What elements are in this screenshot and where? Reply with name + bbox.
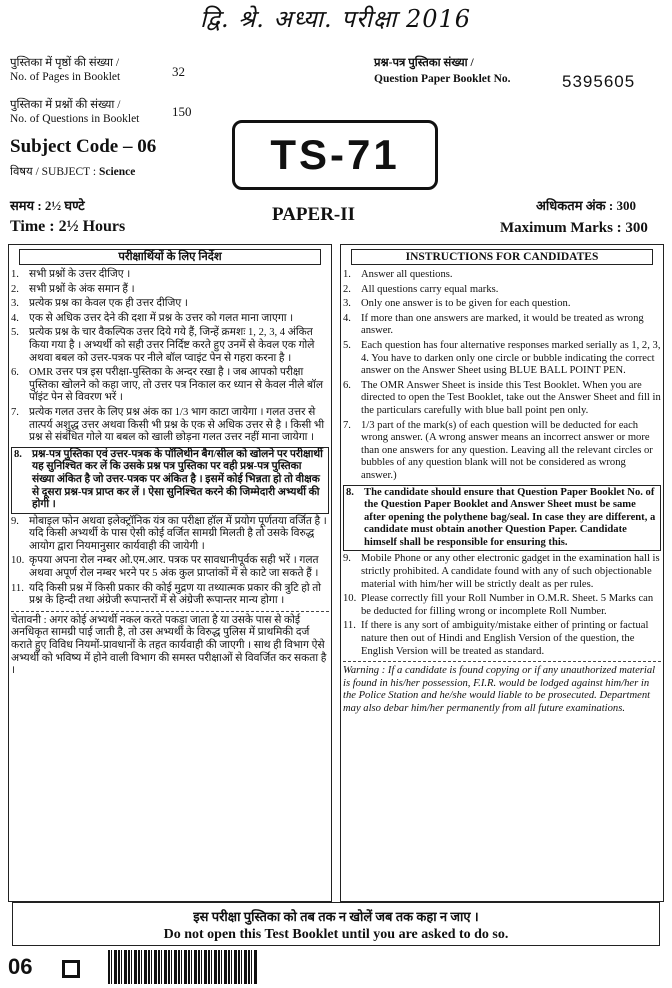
item-number: 10. [11,555,25,567]
item-text: कृपया अपना रोल नम्बर ओ.एम.आर. पत्रक पर सावधानीपूर्वक सही भरें । गलत अथवा अपूर्ण रोल नम्बर भरने पर 5 अंक कुल प्राप्तांकों में से काटे जा सकते हैं । [29,555,319,580]
list-item [11,407,329,445]
item-text: एक से अधिक उत्तर देने की दशा में प्रश्न के उत्तर को गलत माना जाएगा । [29,312,294,324]
item-number: 8. [346,486,354,498]
pages-label-hi: पुस्तिका में पृष्ठों की संख्या / [10,57,120,69]
item-number: 7. [11,406,19,418]
questions-label-en: No. of Questions in Booklet [10,113,140,125]
english-heading: INSTRUCTIONS FOR CANDIDATES [351,249,653,265]
item-number: 7. [343,419,351,431]
notice-hindi: इस परीक्षा पुस्तिका को तब तक न खोलें जब तक कहा न जाए । [193,909,479,924]
questions-label [10,98,139,126]
item-number: 9. [11,515,19,527]
item-number: 5. [11,327,19,339]
notice-english: Do not open this Test Booklet until you are asked to do so. [163,927,509,942]
barcode [108,950,258,984]
list-item [11,298,329,311]
item-number: 1. [343,269,351,280]
hindi-instructions [8,244,332,902]
paper-label: PAPER-II [272,204,356,225]
item-number: 6. [343,379,351,391]
item-text: Answer all questions. [361,269,453,280]
square-marker-icon [62,960,80,978]
list-item-highlighted [343,485,661,552]
max-marks-hi: अधिकतम अंक : 300 [536,198,636,213]
list-item [11,555,329,580]
hindi-warning: चेतावनी : अगर कोई अभ्यर्थी नकल करते पकड़ा जाता है या उसके पास से कोई अनधिकृत सामग्री पाई जाती है, तो उस अभ्यर्थी के विरुद्ध पुलिस में प्राथमिकी दर्ज कराते हुए विविध नियमों-प्रावधानों के तहत कार्यवाही की जाएगी । साथ ही विभाग ऐसे अभ्यर्थी को भविष्य में होने वाली विभाग की समस्त परीक्षाओं से विवर्जित कर सकता है । [11,614,327,677]
subject-line [10,165,135,179]
item-number: 1. [11,269,19,280]
item-number: 6. [11,367,19,379]
time-hi: समय : 2½ घण्टे [10,198,85,213]
booklet-number: 5395605 [562,72,636,91]
item-text: प्रत्येक प्रश्न का केवल एक ही उत्तर दीजिए । [29,298,188,310]
booklet-label-en: Question Paper Booklet No. [374,73,511,85]
item-text: Please correctly fill your Roll Number in O.M.R. Sheet. 5 Marks can be deducted for filling wrong or incomplete Roll Number. [361,593,654,617]
item-text: प्रत्येक प्रश्न के चार वैकल्पिक उत्तर दिये गये हैं, जिन्हें क्रमशः 1, 2, 3, 4 अंकित किया गया है । अभ्यर्थी को सही उत्तर निर्दिष्ट करते हुए उनमें से केवल एक गोले अथवा बबल को उत्तर-पत्रक पर नीले बॉल प्वाइंट पेन से गहरा करना है । [29,327,315,364]
list-item [343,284,661,297]
item-number: 11. [343,620,356,632]
item-number: 4. [343,312,351,324]
item-text: Each question has four alternative responses marked serially as 1, 2, 3, 4. You have to darken only one circle or bubble indicating the correct answer on the Answer Sheet using BLUE BALL POINT PEN. [361,339,661,377]
item-number: 4. [11,312,19,324]
subject-label: विषय / SUBJECT : [10,166,97,178]
pages-value: 32 [172,64,185,79]
questions-value: 150 [172,104,192,119]
booklet-label-hi: प्रश्न-पत्र पुस्तिका संख्या / [374,57,474,69]
max-marks-en: Maximum Marks : 300 [500,220,648,236]
item-text: मोबाइल फोन अथवा इलेक्ट्रॉनिक यंत्र का परीक्षा हॉल में प्रयोग पूर्णतया वर्जित है । यदि किसी अभ्यर्थी के पास ऐसी कोई वर्जित सामग्री मिलती है तो उसके विरुद्ध आयोग द्वारा नियमानुसार कार्यवाही की जायेगी । [29,515,327,552]
item-number: 5. [343,339,351,351]
item-number: 10. [343,593,357,605]
list-item-highlighted [11,447,329,514]
pages-label [10,56,120,84]
list-item [11,516,329,554]
list-item [343,313,661,338]
item-text: यदि किसी प्रश्न में किसी प्रकार की कोई मुद्रण या तथ्यात्मक प्रकार की त्रुटि हो तो प्रश्न के हिन्दी तथा अंग्रेजी रूपान्तरों में से अंग्रेजी रूपान्तर मान्य होगा । [29,582,322,607]
list-item [11,367,329,405]
item-number: 3. [343,298,351,310]
item-number: 2. [11,283,19,295]
item-text: सभी प्रश्नों के उत्तर दीजिए । [29,269,131,280]
english-items [343,269,661,716]
divider [11,611,329,612]
handwritten-title: द्वि. श्रे. अध्या. परीक्षा 2016 [200,5,472,33]
list-item [343,553,661,591]
item-number: 8. [14,448,22,460]
list-item [343,340,661,378]
list-item [11,284,329,297]
list-item [11,313,329,326]
item-text: OMR उत्तर पत्र इस परीक्षा-पुस्तिका के अन्दर रखा है । जब आपको परीक्षा पुस्तिका खोलने को कहा जाए, तो उत्तर पत्र निकाल कर ध्यान से केवल नीले बॉल पॉइंट पेन से विवरण भरें । [29,367,324,404]
english-instructions [340,244,664,902]
list-item [11,583,329,608]
item-number: 9. [343,553,351,565]
item-number: 11. [11,582,24,594]
divider [343,661,661,662]
subject-value: Science [98,166,136,178]
item-number: 2. [343,283,351,295]
hindi-heading: परीक्षार्थियों के लिए निर्देश [19,249,321,265]
item-text: प्रश्न-पत्र पुस्तिका एवं उत्तर-पत्रक के पॉलिथीन बैग/सील को खोलने पर परीक्षार्थी यह सुनिश्चित कर लें कि उसके प्रश्न पत्र पुस्तिका पर वही प्रश्न-पत्र पुस्तिका संख्या अंकित है जो उत्तर-पत्रक पर अंकित है । इसमें कोई भिन्नता हो तो वीक्षक से दूसरा प्रश्न-पत्र प्राप्त कर लें । ऐसा सुनिश्चित करने की जिम्मेदारी अभ्यर्थी की होगी । [32,448,323,511]
do-not-open-notice [12,902,660,946]
item-text: Only one answer is to be given for each question. [361,298,571,310]
paper-code: 06 [8,954,33,979]
item-text: The candidate should ensure that Question Paper Booklet No. of the Question Paper Booklet and Answer Sheet must be same after opening the polythene bag/seal. In case they are different, a candidate must obtain another Question Paper. Candidate himself shall be responsible for ensuring this. [364,486,656,548]
item-text: If there is any sort of ambiguity/mistake either of printing or factual nature then out of Hindi and English Version of the question, the English Version will be treated as standard. [361,620,649,657]
list-item [343,620,661,658]
item-text: 1/3 part of the mark(s) of each question will be deducted for each wrong answer. (A wrong answer means an incorrect answer or more than one answers for any question. Leaving all the relevant circles or bubbles of any question blank will not be considered as wrong answer.) [361,419,653,481]
list-item [11,269,329,282]
english-warning: Warning : If a candidate is found copying or if any unauthorized material is found in his/her possession, F.I.R. would be lodged against him/her in the Police Station and he/she would liable to be prosecuted. Department may also debar him/her permanently from all future examinations. [343,665,656,714]
booklet-label [374,56,511,86]
item-text: Mobile Phone or any other electronic gadget in the examination hall is strictly prohibited. A candidate found with any of such objectionable material with him/her will be strictly dealt as per rules. [361,553,660,590]
list-item [343,380,661,418]
list-item [343,298,661,311]
hindi-items [11,269,329,678]
list-item [343,420,661,483]
item-text: If more than one answers are marked, it would be treated as wrong answer. [361,312,644,337]
list-item [11,327,329,365]
subject-code: Subject Code – 06 [10,136,157,157]
time-en: Time : 2½ Hours [10,218,126,235]
item-text: प्रत्येक गलत उत्तर के लिए प्रश्न अंक का 1/3 भाग काटा जायेगा । गलत उत्तर से तात्पर्य अशुद्ध उत्तर अथवा किसी भी प्रश्न के एक से अधिक उत्तर से है । किसी भी प्रश्न से संबंधित गोले या बबल को खाली छोड़ना गलत उत्तर नहीं माना जायेगा । [29,406,325,444]
series-code: TS-71 [232,120,438,190]
questions-label-hi: पुस्तिका में प्रश्नों की संख्या / [10,99,121,111]
item-text: सभी प्रश्नों के अंक समान हैं । [29,283,135,295]
item-number: 3. [11,298,19,310]
item-text: The OMR Answer Sheet is inside this Test Booklet. When you are directed to open the Test Booklet, take out the Answer Sheet and fill in the particulars carefully with blue ball point pen only. [361,379,661,416]
pages-label-en: No. of Pages in Booklet [10,71,121,83]
item-text: All questions carry equal marks. [361,283,499,295]
list-item [343,593,661,618]
list-item [343,269,661,282]
